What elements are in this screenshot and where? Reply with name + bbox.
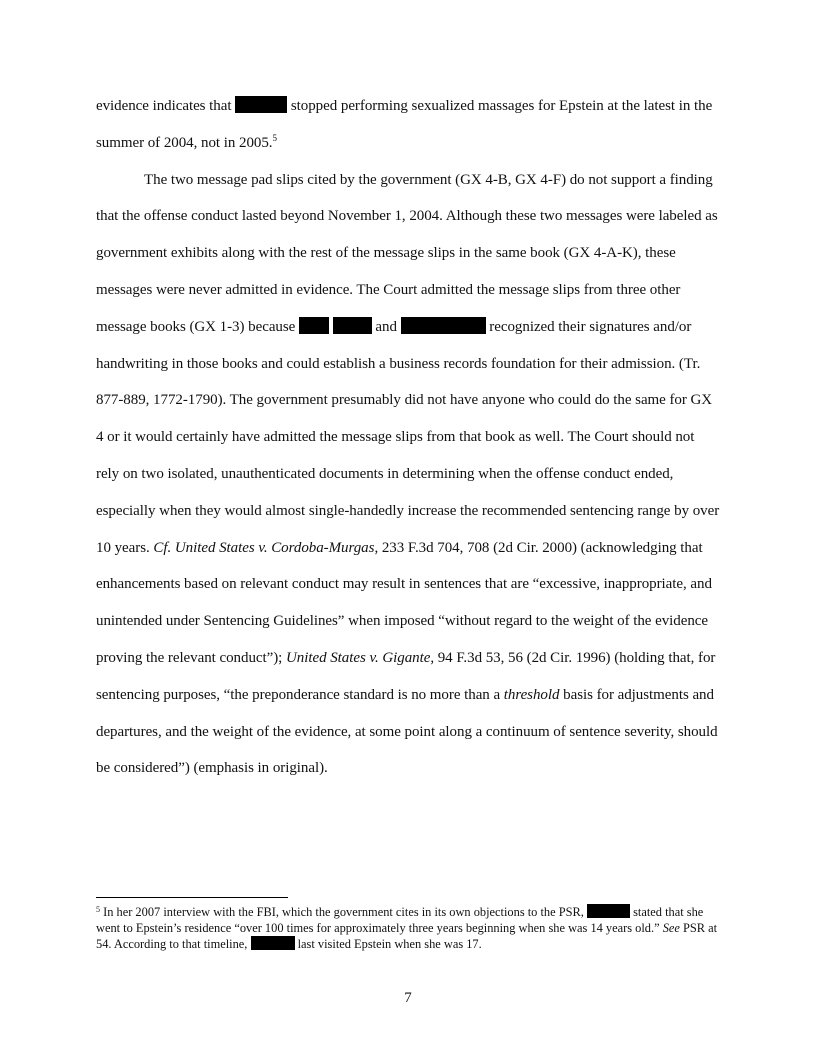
text-run: , 233 F.3d 704, 708 (2d Cir. 2000) (acknowledging that enhancements based on relevant conduct may result in sentences that are “excessive, inappropriate, and unintended under Sentencing Guidelines” when imposed “without regard to the weight of the evidence proving the relevant conduct”); <box>96 539 712 666</box>
page-number: 7 <box>404 990 412 1006</box>
paragraph-2 <box>96 162 720 788</box>
signal-word: See <box>662 921 680 935</box>
text-run: stated that she went to Epstein’s residence “over 100 times for approximately three years beginning when she was 14 years old.” <box>96 905 704 935</box>
emphasized-word: threshold <box>503 686 560 703</box>
redaction-box <box>299 317 329 334</box>
redaction-box <box>235 96 287 113</box>
text-run: In her 2007 interview with the FBI, which the government cites in its own objections to the PSR, <box>100 905 587 919</box>
text-run: recognized their signatures and/or handwriting in those books and could establish a business records foundation for their admission. (Tr. 877-889, 1772-1790). The government presumably did not have anyone who could do the same for GX 4 or it would certainly have admitted the message slips from that book as well. The Court should not rely on two isolated, unauthenticated documents in determining when the offense conduct ended, especially when they would almost single-handedly increase the recommended sentencing range by over 10 years. <box>96 318 720 556</box>
case-citation: United States v. Gigante <box>286 649 431 666</box>
footnote-text <box>96 904 720 952</box>
redaction-box <box>251 936 295 950</box>
footnote-number: 5 <box>96 905 100 914</box>
redaction-box <box>587 904 630 918</box>
text-run: basis for adjustments and departures, and the weight of the evidence, at some point along a continuum of sentence severity, should be considered”) (emphasis in original). <box>96 686 718 777</box>
body-text <box>96 88 720 787</box>
footnote-separator <box>96 897 288 898</box>
text-run: and <box>371 318 401 335</box>
text-run: evidence indicates that <box>96 98 236 114</box>
text-run: PSR at 54. According to that timeline, <box>96 921 718 951</box>
footnote-reference[interactable]: 5 <box>272 132 277 143</box>
footnote <box>96 904 720 952</box>
redaction-box <box>401 317 486 334</box>
paragraph-1 <box>96 88 720 162</box>
redaction-box <box>333 317 372 334</box>
text-run: , 94 F.3d 53, 56 (2d Cir. 1996) (holding that, for sentencing purposes, “the preponderance standard is no more than a <box>96 649 716 703</box>
text-run: last visited Epstein when she was 17. <box>294 937 482 951</box>
text-run: stopped performing sexualized massages for Epstein at the latest in the summer of 2004, not in 2005. <box>96 98 713 151</box>
case-citation: Cf. United States v. Cordoba-Murgas <box>153 539 375 556</box>
text-run: The two message pad slips cited by the government (GX 4-B, GX 4-F) do not support a finding that the offense conduct lasted beyond November 1, 2004. Although these two messages were labeled as government exhibits along with the rest of the message slips in the same book (GX 4-A-K), these messages were never admitted in evidence. The Court admitted the message slips from three other message books (GX 1-3) because <box>96 171 718 335</box>
